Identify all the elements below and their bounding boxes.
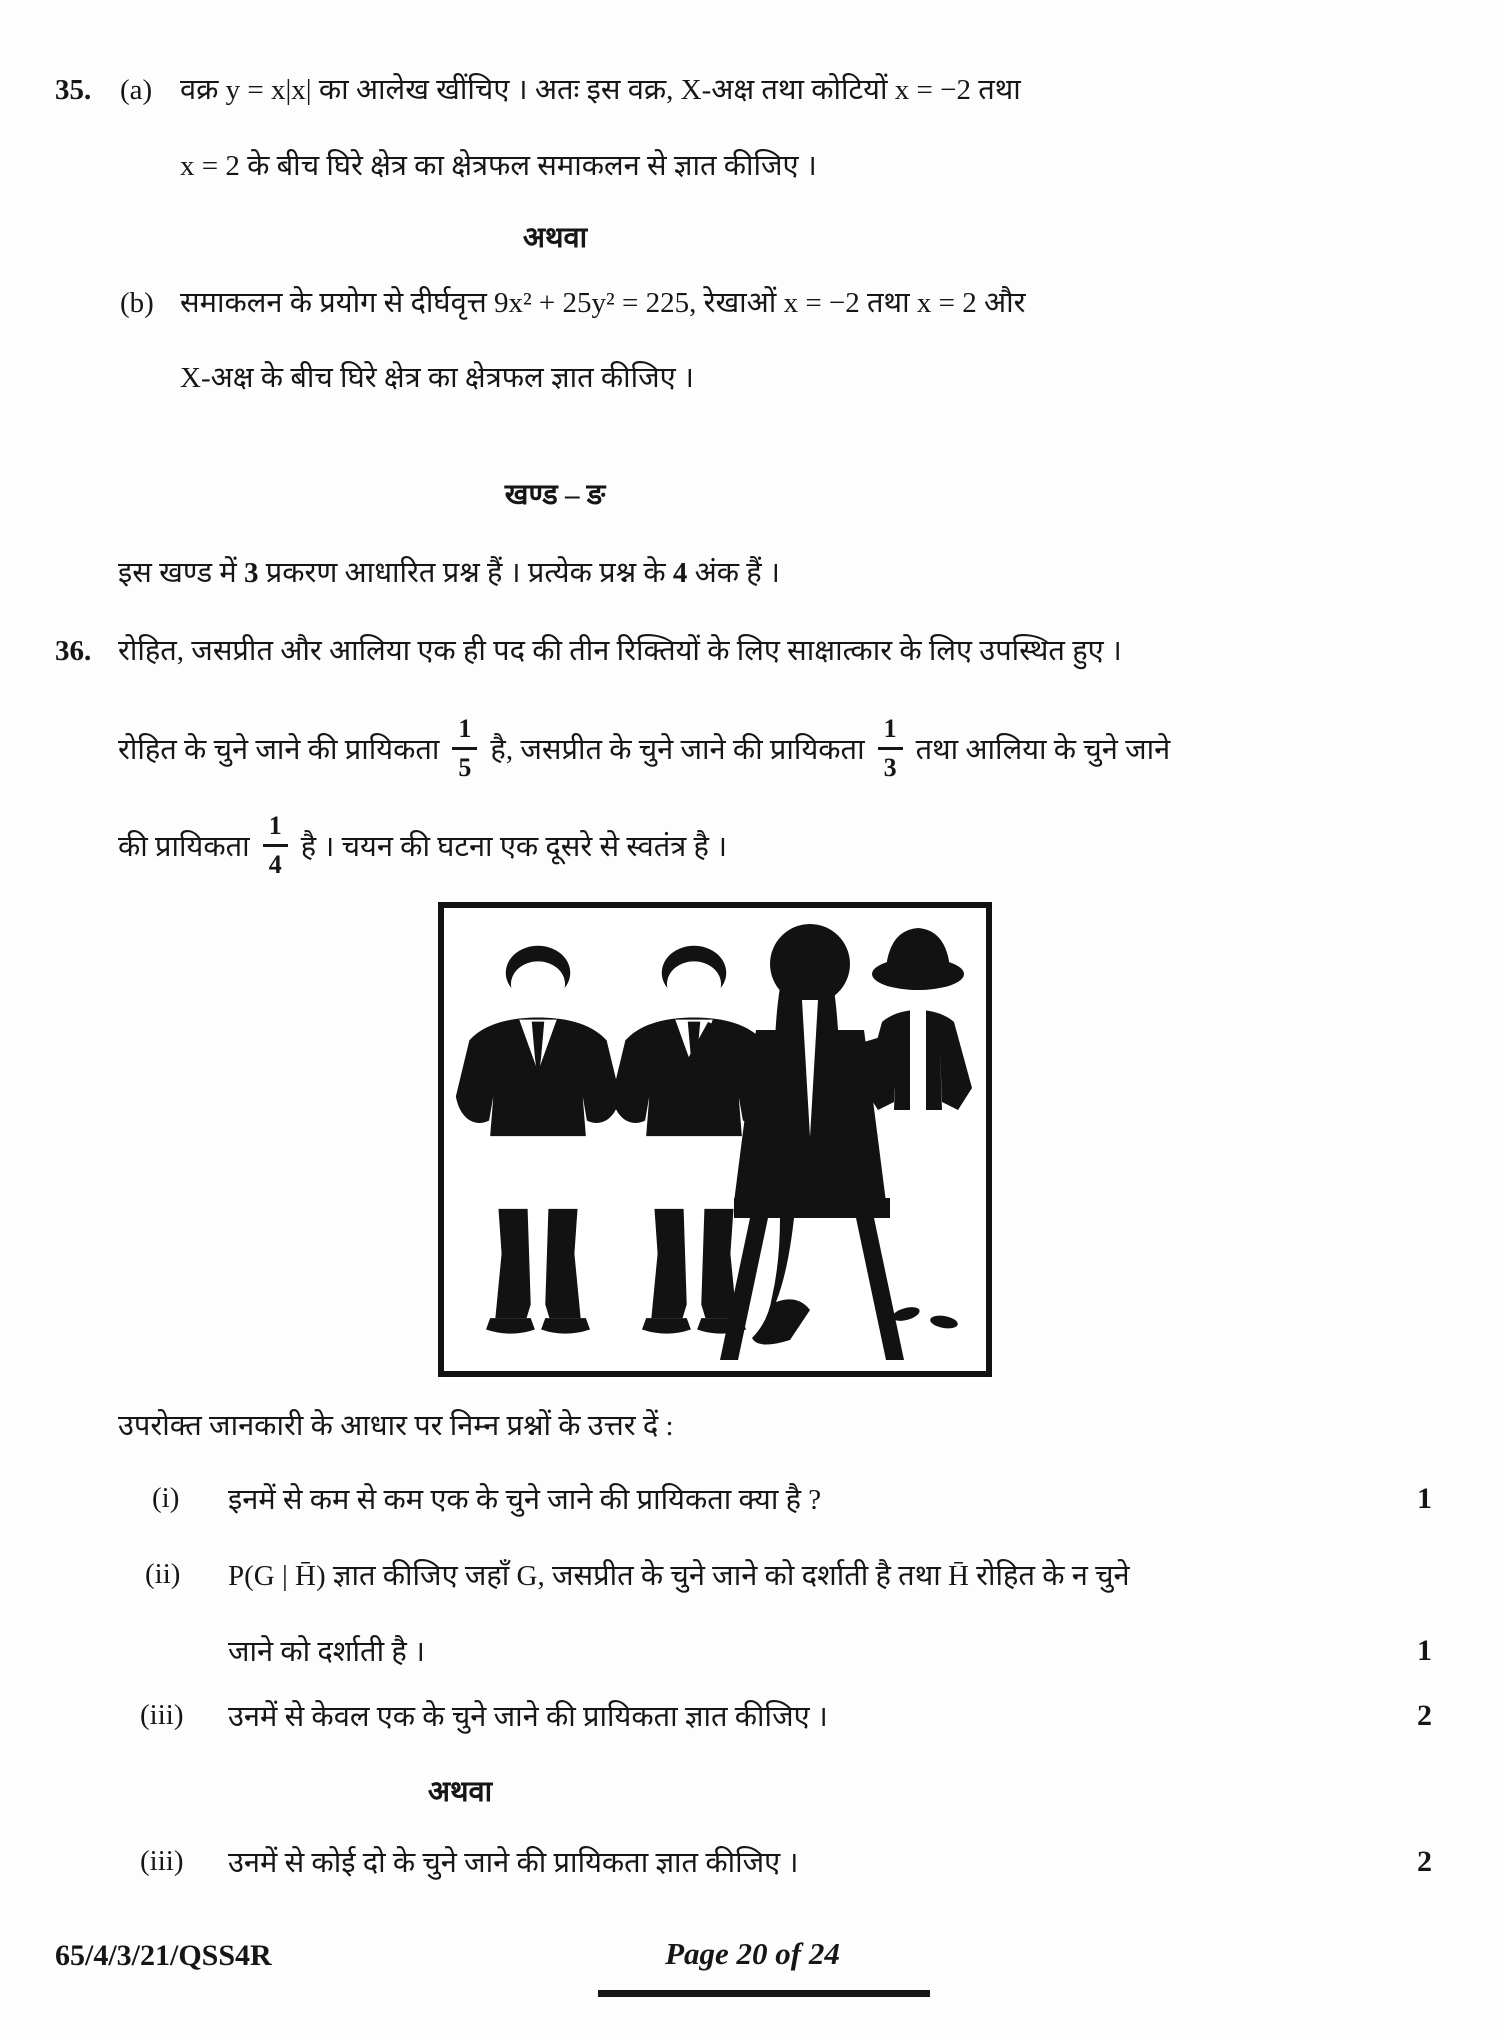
section-note-mid: प्रकरण आधारित प्रश्न हैं । प्रत्येक प्रश्न के (258, 557, 673, 589)
fraction-jaspreet: $\frac{1}{3}$ (878, 716, 903, 781)
q36-intro-line: उपरोक्त जानकारी के आधार पर निम्न प्रश्नों के उत्तर दें : (118, 1410, 674, 1442)
section-note-marks: 4 (672, 557, 688, 589)
q35a-label: (a) (120, 74, 153, 106)
part-iii-a-marks: 2 (1417, 1699, 1432, 1732)
q35b-line1: समाकलन के प्रयोग से दीर्घवृत्त 9x² + 25y² = 225, रेखाओं x = −2 तथा x = 2 और (180, 287, 1026, 319)
part-ii-line2: जाने को दर्शाती है । (228, 1636, 425, 1668)
q35a-line2: x = 2 के बीच घिरे क्षेत्र का क्षेत्रफल समाकलन से ज्ञात कीजिए । (180, 150, 817, 182)
part-i-marks: 1 (1417, 1482, 1432, 1515)
part-iii-a-label: (iii) (140, 1699, 184, 1731)
q36-probability-line-1 (118, 700, 1170, 796)
q36-probability-line-2 (118, 797, 727, 893)
part-iii-b-marks: 2 (1417, 1845, 1432, 1878)
part-ii-marks: 1 (1417, 1634, 1432, 1667)
part-iii-b-label: (iii) (140, 1845, 184, 1877)
or-divider-1: अथवा (522, 222, 588, 254)
footer-paper-code: 65/4/3/21/QSS4R (55, 1939, 272, 1972)
part-ii-line1: P(G | H̄) ज्ञात कीजिए जहाँ G, जसप्रीत के चुने जाने को दर्शाती है तथा H̄ रोहित के न चुने (228, 1560, 1130, 1592)
footer-page-number: Page 20 of 24 (665, 1936, 840, 1971)
part-ii-label: (ii) (145, 1558, 181, 1590)
q36-line2-mid: है, जसप्रीत के चुने जाने की प्रायिकता (490, 733, 865, 766)
q35b-label: (b) (120, 287, 154, 319)
q36-line3-pre: की प्रायिकता (118, 830, 250, 863)
part-iii-a-text: उनमें से केवल एक के चुने जाने की प्रायिकता ज्ञात कीजिए । (228, 1701, 828, 1733)
section-note-post: अंक हैं । (687, 557, 780, 589)
fraction-aaliya: $\frac{1}{4}$ (263, 813, 288, 878)
q35b-line2: X-अक्ष के बीच घिरे क्षेत्र का क्षेत्रफल ज्ञात कीजिए । (180, 362, 694, 394)
footer-underline-rule (598, 1990, 930, 1997)
or-divider-2: अथवा (427, 1776, 493, 1808)
q36-line3-post: है । चयन की घटना एक दूसरे से स्वतंत्र है । (300, 830, 728, 863)
q36-number: 36. (55, 635, 92, 667)
part-i-text: इनमें से कम से कम एक के चुने जाने की प्रायिकता क्या है ? (228, 1484, 822, 1516)
q35a-line1: वक्र y = x|x| का आलेख खींचिए । अतः इस वक्र, X-अक्ष तथा कोटियों x = −2 तथा (180, 74, 1021, 106)
section-note (118, 555, 780, 593)
section-heading: खण्ड – ङ (504, 479, 606, 511)
section-note-count: 3 (243, 557, 259, 589)
interview-illustration (438, 902, 992, 1377)
part-i-label: (i) (152, 1482, 180, 1514)
q36-line1: रोहित, जसप्रीत और आलिया एक ही पद की तीन रिक्तियों के लिए साक्षात्कार के लिए उपस्थित हुए । (118, 635, 1122, 667)
q35-number: 35. (55, 74, 92, 106)
q36-line2-post: तथा आलिया के चुने जाने (915, 733, 1171, 766)
part-iii-b-text: उनमें से कोई दो के चुने जाने की प्रायिकता ज्ञात कीजिए । (228, 1847, 799, 1879)
fraction-rohit: $\frac{1}{5}$ (452, 716, 477, 781)
section-note-pre: इस खण्ड में (118, 557, 244, 589)
q36-line2-pre: रोहित के चुने जाने की प्रायिकता (118, 733, 440, 766)
